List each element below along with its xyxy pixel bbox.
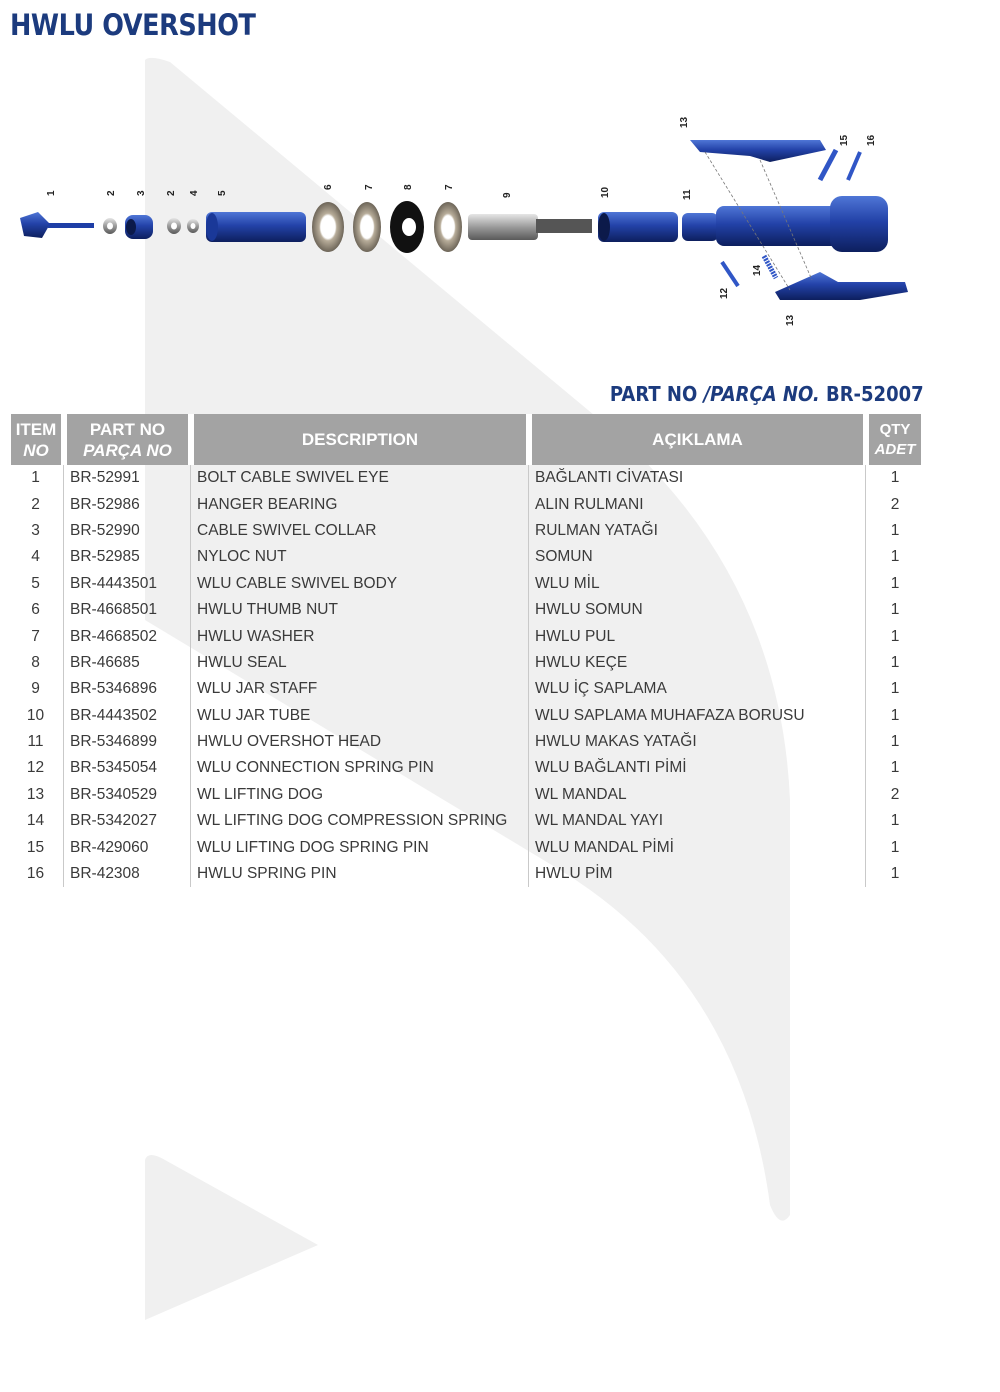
table-row [8, 861, 924, 887]
description-cell: HANGER BEARING [191, 491, 529, 517]
item-no-cell: 8 [8, 650, 64, 676]
callout-13-top: 13 [679, 116, 690, 128]
callout-15: 15 [839, 134, 850, 146]
table-row [8, 703, 924, 729]
callout-5: 5 [217, 190, 228, 196]
part-no-cell: BR-4668501 [64, 597, 191, 623]
table-row [8, 834, 924, 860]
table-row [8, 650, 924, 676]
aciklama-cell: WLU MİL [529, 571, 866, 597]
part-14-compression-spring [764, 256, 776, 278]
description-cell: WLU JAR STAFF [191, 676, 529, 702]
item-no-cell: 6 [8, 597, 64, 623]
part-no-cell: BR-5342027 [64, 808, 191, 834]
quantity-cell: 1 [890, 706, 900, 724]
quantity-cell: 1 [890, 838, 900, 856]
aciklama-cell: HWLU SOMUN [529, 597, 866, 623]
item-no-cell: 14 [8, 808, 64, 834]
header-part-no: PART NO PARÇA NO [64, 414, 191, 465]
part-no-label: PART NO [610, 382, 698, 406]
table-row [8, 544, 924, 570]
quantity-cell: 1 [890, 601, 900, 619]
description-cell: WLU CABLE SWIVEL BODY [191, 571, 529, 597]
part-no-cell: BR-42308 [64, 861, 191, 887]
part-8-seal [390, 201, 424, 253]
assembly-part-number [610, 382, 924, 406]
callout-6: 6 [323, 184, 334, 190]
part-no-cell: BR-52985 [64, 544, 191, 570]
description-cell: BOLT CABLE SWIVEL EYE [191, 465, 529, 491]
header-description: DESCRIPTION [191, 414, 529, 465]
quantity-cell: 1 [890, 548, 900, 566]
table-row [8, 623, 924, 649]
part-6-thumb-nut [312, 202, 344, 252]
part-no-cell: BR-46685 [64, 650, 191, 676]
aciklama-cell: WLU MANDAL PİMİ [529, 834, 866, 860]
page-title: HWLU OVERSHOT [10, 8, 256, 42]
aciklama-cell: WL MANDAL YAYI [529, 808, 866, 834]
item-no-cell: 1 [8, 465, 64, 491]
part-10-jar-tube [598, 212, 678, 242]
aciklama-cell: WLU SAPLAMA MUHAFAZA BORUSU [529, 703, 866, 729]
callout-16: 16 [866, 134, 877, 146]
part-15-spring-pin [820, 150, 836, 180]
part-11-overshot-head [682, 196, 888, 252]
description-cell: WL LIFTING DOG [191, 782, 529, 808]
description-cell: NYLOC NUT [191, 544, 529, 570]
exploded-parts-diagram [0, 100, 1000, 340]
quantity-cell: 2 [890, 785, 900, 803]
part-16-spring-pin [848, 152, 860, 180]
aciklama-cell: HWLU PUL [529, 623, 866, 649]
callout-7: 7 [364, 184, 375, 190]
parts-table [8, 414, 924, 887]
part-4-nyloc-nut [187, 219, 199, 233]
aciklama-cell: BAĞLANTI CİVATASI [529, 465, 866, 491]
table-row [8, 755, 924, 781]
part-no-cell: BR-4443501 [64, 571, 191, 597]
aciklama-cell: RULMAN YATAĞI [529, 518, 866, 544]
description-cell: HWLU SEAL [191, 650, 529, 676]
quantity-cell: 1 [890, 469, 900, 487]
aciklama-cell: WLU BAĞLANTI PİMİ [529, 755, 866, 781]
table-row [8, 729, 924, 755]
table-row [8, 808, 924, 834]
aciklama-cell: HWLU PİM [529, 861, 866, 887]
quantity-cell: 1 [890, 812, 900, 830]
item-no-cell: 9 [8, 676, 64, 702]
part-no-cell: BR-4668502 [64, 623, 191, 649]
part-no-cell: BR-5345054 [64, 755, 191, 781]
quantity-cell: 2 [890, 495, 900, 513]
aciklama-cell: SOMUN [529, 544, 866, 570]
part-no-label-tr: PARÇA NO. [710, 382, 821, 406]
part-no-value: BR-52007 [826, 382, 924, 406]
quantity-cell: 1 [890, 733, 900, 751]
description-cell: WLU CONNECTION SPRING PIN [191, 755, 529, 781]
quantity-cell: 1 [890, 521, 900, 539]
aciklama-cell: HWLU MAKAS YATAĞI [529, 729, 866, 755]
description-cell: HWLU WASHER [191, 623, 529, 649]
quantity-cell: 1 [890, 865, 900, 883]
part-no-cell: BR-52986 [64, 491, 191, 517]
item-no-cell: 5 [8, 571, 64, 597]
part-no-cell: BR-429060 [64, 834, 191, 860]
description-cell: WLU JAR TUBE [191, 703, 529, 729]
part-7-washer-b [434, 202, 462, 252]
item-no-cell: 10 [8, 703, 64, 729]
part-no-cell: BR-4443502 [64, 703, 191, 729]
callout-2b: 2 [166, 190, 177, 196]
callout-13-bottom: 13 [785, 314, 796, 326]
aciklama-cell: ALIN RULMANI [529, 491, 866, 517]
table-row [8, 465, 924, 491]
callout-12: 12 [719, 287, 730, 299]
callout-3: 3 [136, 190, 147, 196]
part-no-cell: BR-52990 [64, 518, 191, 544]
part-13-lifting-dog-bottom [775, 272, 908, 300]
quantity-cell: 1 [890, 680, 900, 698]
part-5-swivel-body [206, 212, 306, 242]
quantity-cell: 1 [890, 627, 900, 645]
item-no-cell: 2 [8, 491, 64, 517]
quantity-cell: 1 [890, 653, 900, 671]
part-13-lifting-dog-top [690, 140, 826, 162]
table-row [8, 597, 924, 623]
description-cell: CABLE SWIVEL COLLAR [191, 518, 529, 544]
callout-14: 14 [752, 264, 763, 276]
item-no-cell: 7 [8, 623, 64, 649]
header-aciklama: AÇIKLAMA [529, 414, 866, 465]
quantity-cell: 1 [890, 759, 900, 777]
description-cell: WL LIFTING DOG COMPRESSION SPRING [191, 808, 529, 834]
callout-9: 9 [502, 192, 513, 198]
description-cell: HWLU THUMB NUT [191, 597, 529, 623]
part-9-jar-staff [468, 214, 592, 240]
header-qty: QTY ADET [866, 414, 924, 465]
aciklama-cell: HWLU KEÇE [529, 650, 866, 676]
item-no-cell: 12 [8, 755, 64, 781]
table-row [8, 491, 924, 517]
table-row [8, 676, 924, 702]
table-row [8, 782, 924, 808]
header-item: ITEM NO [8, 414, 64, 465]
item-no-cell: 11 [8, 729, 64, 755]
part-7-washer [353, 202, 381, 252]
quantity-cell: 1 [890, 574, 900, 592]
item-no-cell: 4 [8, 544, 64, 570]
part-3-swivel-collar [125, 215, 153, 239]
callout-11: 11 [682, 189, 693, 200]
aciklama-cell: WLU İÇ SAPLAMA [529, 676, 866, 702]
part-no-cell: BR-5346896 [64, 676, 191, 702]
item-no-cell: 3 [8, 518, 64, 544]
callout-4: 4 [189, 190, 200, 196]
callout-1: 1 [46, 190, 57, 196]
part-2-hanger-bearing-b [167, 218, 181, 234]
callout-7b: 7 [444, 184, 455, 190]
description-cell: HWLU SPRING PIN [191, 861, 529, 887]
part-12-connection-pin [722, 262, 738, 286]
part-no-cell: BR-5340529 [64, 782, 191, 808]
part-no-cell: BR-52991 [64, 465, 191, 491]
callout-2: 2 [106, 190, 117, 196]
part-2-hanger-bearing [103, 218, 117, 234]
part-no-separator: / [703, 382, 711, 406]
item-no-cell: 16 [8, 861, 64, 887]
table-row [8, 571, 924, 597]
callout-10: 10 [600, 186, 611, 198]
item-no-cell: 15 [8, 834, 64, 860]
description-cell: WLU LIFTING DOG SPRING PIN [191, 834, 529, 860]
part-1-bolt-eye [20, 212, 94, 238]
callout-8: 8 [403, 184, 414, 190]
table-header-row [8, 414, 924, 465]
description-cell: HWLU OVERSHOT HEAD [191, 729, 529, 755]
table-row [8, 518, 924, 544]
part-no-cell: BR-5346899 [64, 729, 191, 755]
aciklama-cell: WL MANDAL [529, 782, 866, 808]
item-no-cell: 13 [8, 782, 64, 808]
